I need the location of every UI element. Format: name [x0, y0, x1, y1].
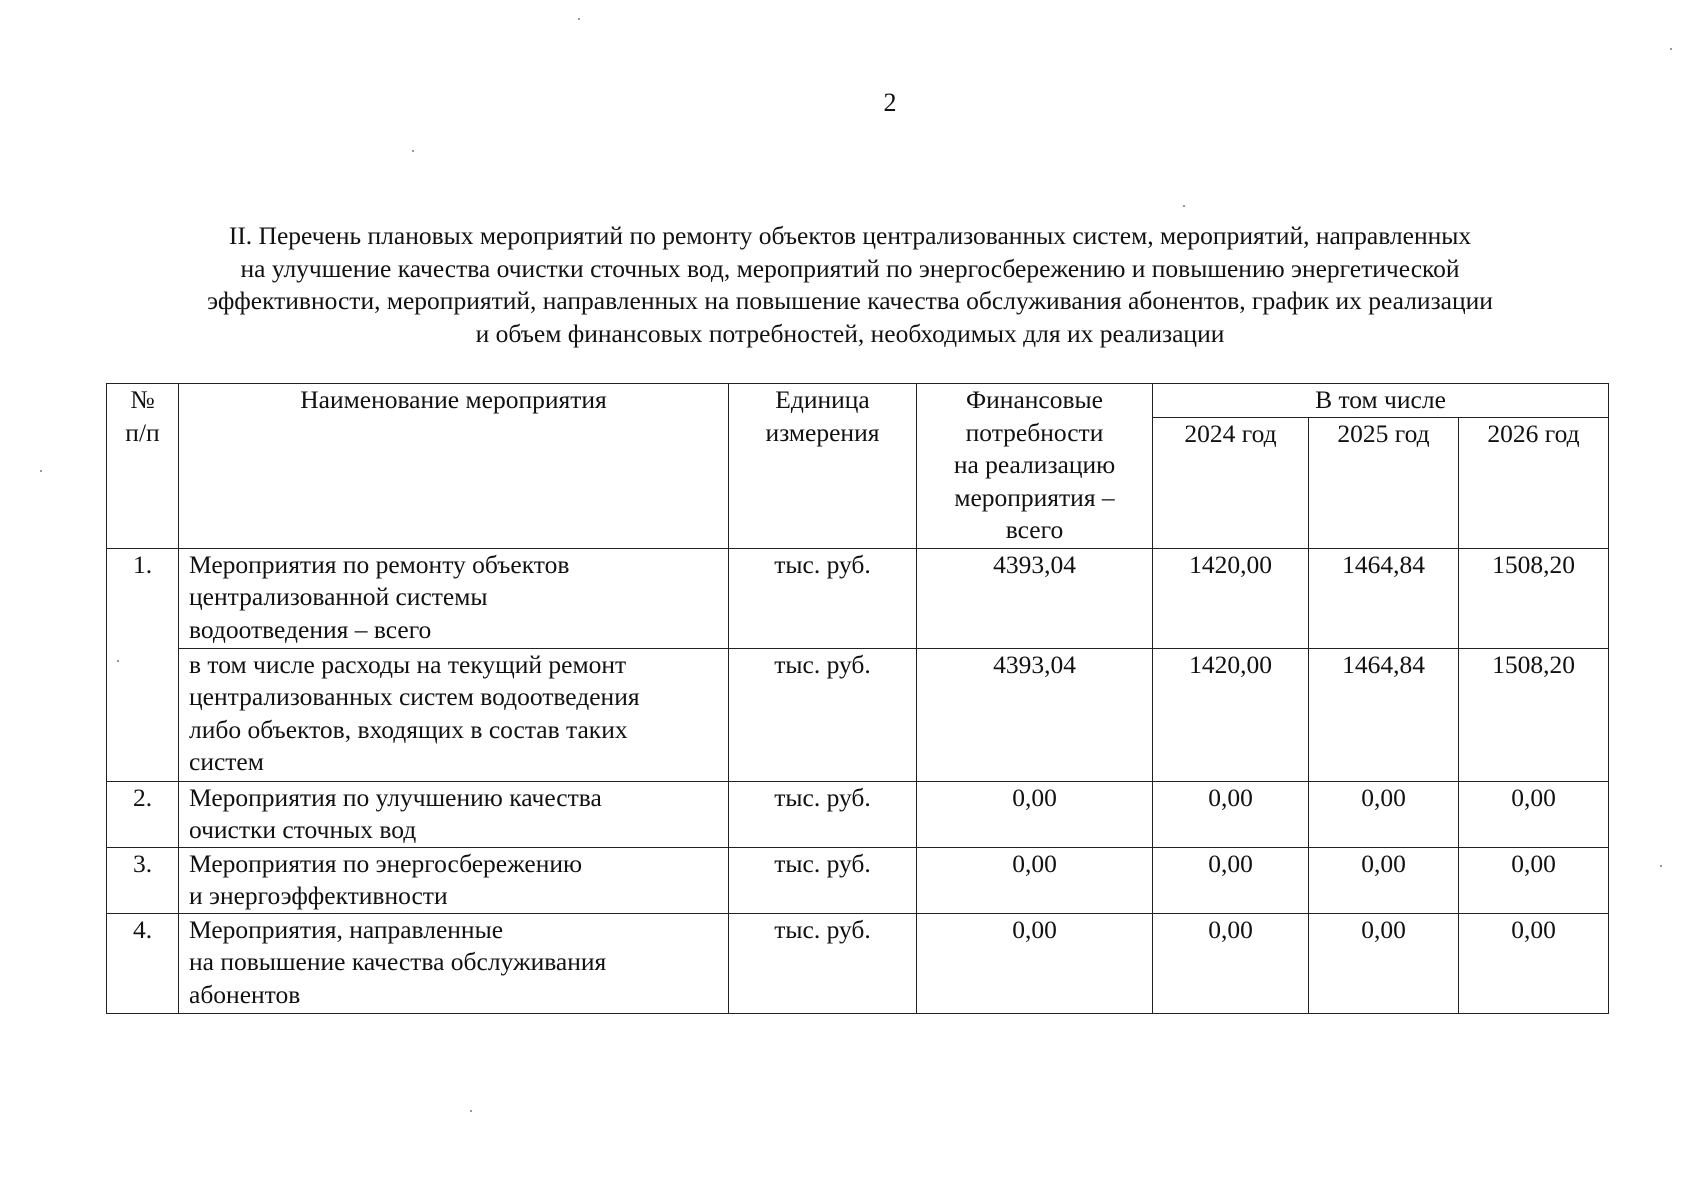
- row-unit: тыс. руб.: [729, 548, 917, 648]
- heading-line: эффективности, мероприятий, направленных на повышение качества обслуживания абонентов, график их реализации: [207, 286, 1493, 315]
- plan-table: [106, 383, 1609, 1014]
- table-row: [107, 913, 1609, 1013]
- row-2026: 0,00: [1459, 913, 1609, 1013]
- heading-line: II. Перечень плановых мероприятий по ремонту объектов централизованных систем, мероприятий, направленных: [228, 221, 1472, 250]
- header-name: Наименование мероприятия: [179, 384, 729, 549]
- row-total: 0,00: [917, 913, 1153, 1013]
- scan-speck: [470, 1110, 472, 1112]
- heading-line: и объем финансовых потребностей, необходимых для их реализации: [475, 318, 1225, 348]
- table-row: [107, 648, 1609, 781]
- row-name: Мероприятия по улучшению качества очистки сточных вод: [179, 781, 729, 847]
- row-total: 0,00: [917, 781, 1153, 847]
- row-unit: тыс. руб.: [729, 847, 917, 913]
- header-finance: Финансовые потребности на реализацию мероприятия – всего: [917, 384, 1153, 549]
- page-number: 2: [883, 88, 897, 117]
- row-num: 3.: [107, 847, 179, 913]
- row-2024: 0,00: [1153, 847, 1309, 913]
- scan-speck: [1670, 48, 1672, 50]
- row-unit: тыс. руб.: [729, 913, 917, 1013]
- header-num: № п/п: [107, 384, 179, 549]
- row-num: [107, 648, 179, 781]
- scan-speck: [40, 470, 42, 472]
- row-name: Мероприятия по энергосбережению и энергоэффективности: [179, 847, 729, 913]
- row-name: Мероприятия по ремонту объектов централизованной системы водоотведения – всего: [179, 548, 729, 648]
- row-num: 2.: [107, 781, 179, 847]
- row-total: 4393,04: [917, 648, 1153, 781]
- header-unit: Единица измерения: [729, 384, 917, 549]
- row-2024: 0,00: [1153, 781, 1309, 847]
- row-2024: 1420,00: [1153, 548, 1309, 648]
- row-2024: 0,00: [1153, 913, 1309, 1013]
- row-unit: тыс. руб.: [729, 781, 917, 847]
- row-2025: 1464,84: [1309, 548, 1459, 648]
- header-year-2026: 2026 год: [1459, 417, 1609, 548]
- heading-line: на улучшение качества очистки сточных вод, мероприятий по энергосбережению и повышению энергетической: [240, 253, 1460, 283]
- row-num: 4.: [107, 913, 179, 1013]
- row-2025: 1464,84: [1309, 648, 1459, 781]
- scan-speck: [412, 150, 414, 152]
- row-unit: тыс. руб.: [729, 648, 917, 781]
- row-2026: 0,00: [1459, 781, 1609, 847]
- row-2026: 1508,20: [1459, 648, 1609, 781]
- row-2026: 1508,20: [1459, 548, 1609, 648]
- row-2024: 1420,00: [1153, 648, 1309, 781]
- table-row: [107, 847, 1609, 913]
- row-2025: 0,00: [1309, 781, 1459, 847]
- row-name: Мероприятия, направленные на повышение качества обслуживания абонентов: [179, 913, 729, 1013]
- row-total: 4393,04: [917, 548, 1153, 648]
- section-heading: [130, 220, 1570, 350]
- header-year-2024: 2024 год: [1153, 417, 1309, 548]
- scan-speck: [578, 18, 580, 20]
- header-year-2025: 2025 год: [1309, 417, 1459, 548]
- scan-speck: [1183, 205, 1185, 207]
- row-2026: 0,00: [1459, 847, 1609, 913]
- row-num: 1.: [107, 548, 179, 648]
- row-2025: 0,00: [1309, 847, 1459, 913]
- row-2025: 0,00: [1309, 913, 1459, 1013]
- row-name: в том числе расходы на текущий ремонт централизованных систем водоотведения либо объектов, входящих в состав таких систем: [179, 648, 729, 781]
- scan-speck: [1660, 865, 1662, 867]
- row-total: 0,00: [917, 847, 1153, 913]
- table-row: [107, 781, 1609, 847]
- table-row: [107, 548, 1609, 648]
- scan-speck: [117, 660, 119, 662]
- header-including: В том числе: [1153, 384, 1609, 418]
